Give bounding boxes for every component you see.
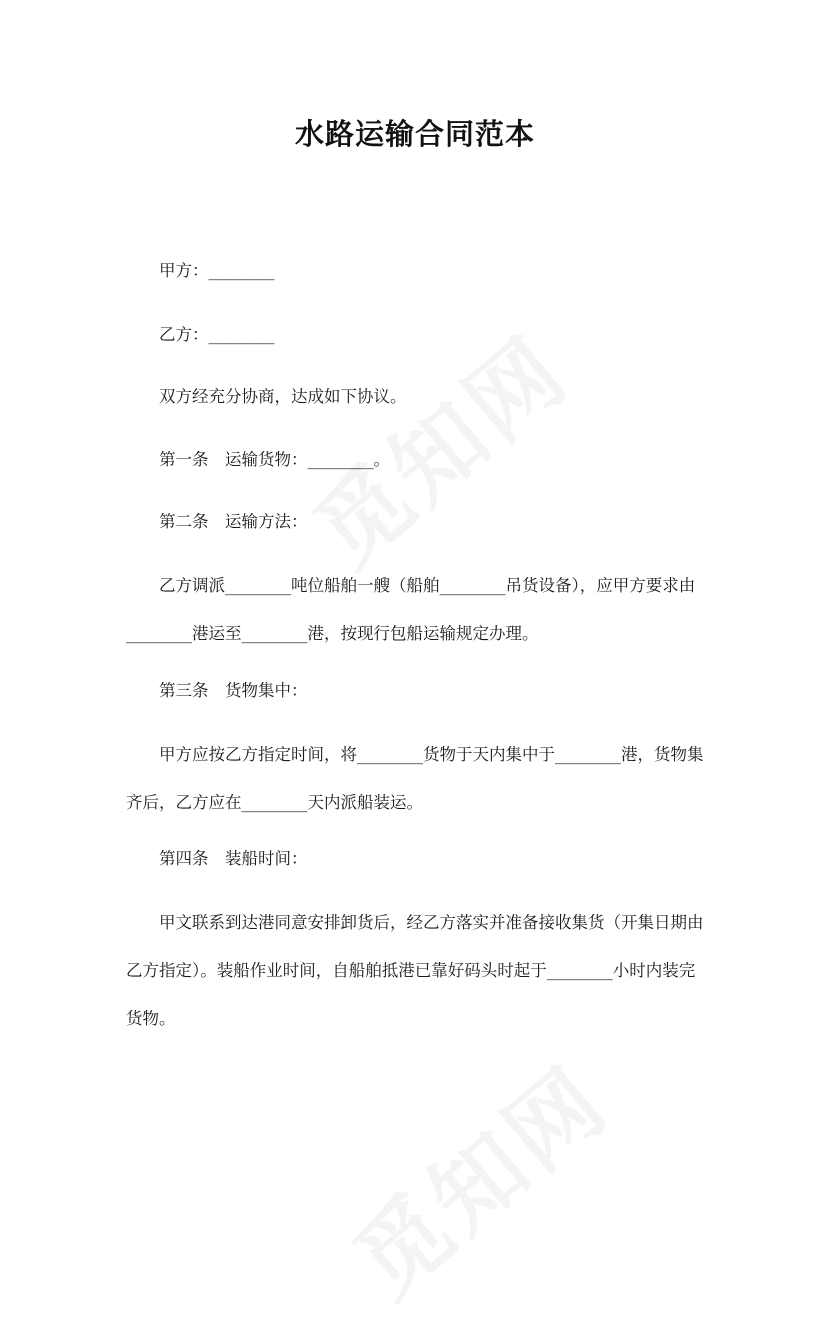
watermark xyxy=(322,1031,632,1321)
party-a-line: 甲方：________ xyxy=(159,261,275,280)
party-b-line: 乙方：________ xyxy=(159,325,275,344)
article-3-body: 甲方应按乙方指定时间，将________货物于天内集中于________港，货物集齐后，乙方应在________天内派船装运。 xyxy=(126,745,704,812)
article-2-heading: 第二条 运输方法： xyxy=(159,512,308,531)
article-2-body: 乙方调派________吨位船舶一艘（船舶________吊货设备），应甲方要求由________港运至________港，按现行包船运输规定办理。 xyxy=(126,576,696,643)
article-4-heading: 第四条 装船时间： xyxy=(159,849,308,868)
agreement-intro: 双方经充分协商，达成如下协议。 xyxy=(159,387,407,406)
article-1: 第一条 运输货物：________。 xyxy=(159,450,390,469)
document-title: 水路运输合同范本 xyxy=(294,117,535,151)
article-4-body: 甲文联系到达港同意安排卸货后，经乙方落实并准备接收集货（开集日期由乙方指定）。装船作业时间，自船舶抵港已靠好码头时起于________小时内装完货物。 xyxy=(126,913,704,1028)
article-3-heading: 第三条 货物集中： xyxy=(159,681,308,700)
